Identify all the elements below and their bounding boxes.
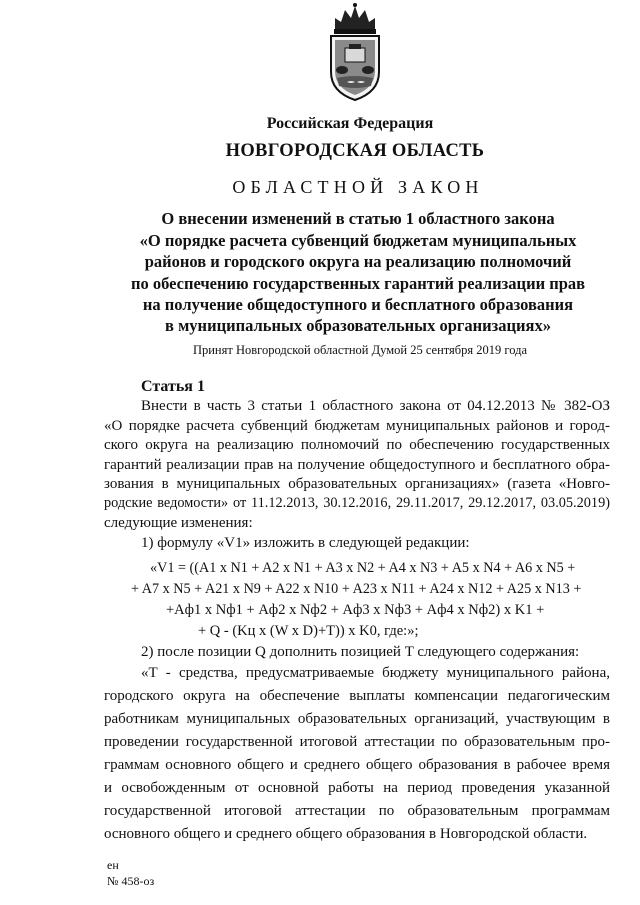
body-line: Внести в часть 3 статьи 1 областного закона от 04.12.2013 № 382-ОЗ xyxy=(141,398,610,414)
body-line: гарантий реализации прав на получение общедоступного и бесплатного обра- xyxy=(104,457,610,473)
body-line: основного общего и среднего общего образования в Новгородской области. xyxy=(104,826,588,842)
title-line: О внесении изменений в статью 1 областного закона xyxy=(161,209,555,228)
law-type: ОБЛАСТНОЙ ЗАКОН xyxy=(232,177,484,197)
body-line: государственной итоговой аттестации по образовательным программам xyxy=(104,803,610,819)
title-line: в муниципальных образовательных организациях» xyxy=(165,316,551,335)
formula-line: +Aф1 x Nф1 + Aф2 x Nф2 + Aф3 x Nф3 + Aф4 x Nф2) x K1 + xyxy=(166,602,545,618)
body-line: родские ведомости» от 11.12.2013, 30.12.2016, 29.11.2017, 29.12.2017, 03.05.2019) xyxy=(104,495,610,511)
title-line: по обеспечению государственных гарантий реализации прав xyxy=(130,274,586,293)
region-name: НОВГОРОДСКАЯ ОБЛАСТЬ xyxy=(225,141,485,161)
body-line: работникам муниципальных образовательных организаций, участвующим в xyxy=(104,711,610,727)
body-line: проведении государственной итоговой аттестации по образовательным про- xyxy=(104,734,610,750)
body-line: и освобожденным от основной работы на период проведения указанной xyxy=(104,780,610,796)
adoption-note: Принят Новгородской областной Думой 25 сентября 2019 года xyxy=(192,343,528,357)
body-line: «Т - средства, предусматриваемые бюджету муниципального района, xyxy=(141,665,610,681)
formula-line: «V1 = ((A1 x N1 + A2 x N1 + A3 x N2 + A4 x N3 + A5 x N4 + A6 x N5 + xyxy=(150,560,576,576)
body-line: «О порядке расчета субвенций бюджетам муниципальных районов и город- xyxy=(104,418,610,434)
item-2: 2) после позиции Q дополнить позицией T следующего содержания: xyxy=(141,644,580,660)
title-line: районов и городского округа на реализацию полномочий xyxy=(144,252,572,271)
body-line: городского округа на обеспечение выплаты компенсации педагогическим xyxy=(104,688,610,704)
footer-initials: ен xyxy=(107,858,119,872)
novgorod-coat-of-arms-icon xyxy=(323,0,387,104)
footer-number: № 458-оз xyxy=(107,874,155,888)
title-line: «О порядке расчета субвенций бюджетам муниципальных xyxy=(139,231,577,250)
country-name: Российская Федерация xyxy=(266,115,434,132)
body-line: зования в муниципальных образовательных организациях» (газета «Новго- xyxy=(104,476,610,492)
body-line: следующие изменения: xyxy=(104,515,253,531)
item-1: 1) формулу «V1» изложить в следующей редакции: xyxy=(141,535,470,551)
title-line: на получение общедоступного и бесплатного образования xyxy=(142,295,574,314)
formula-line: + A7 x N5 + A21 x N9 + A22 x N10 + A23 x N11 + A24 x N12 + A25 x N13 + xyxy=(131,581,582,597)
article-heading: Статья 1 xyxy=(141,378,205,395)
body-line: ского округа на реализацию полномочий по обеспечению государственных xyxy=(104,437,610,453)
body-line: граммам основного общего и среднего общего образования в рабочее время xyxy=(104,757,610,773)
formula-line: + Q - (Kц x (W x D)+T)) x K0, где:»; xyxy=(198,623,419,639)
